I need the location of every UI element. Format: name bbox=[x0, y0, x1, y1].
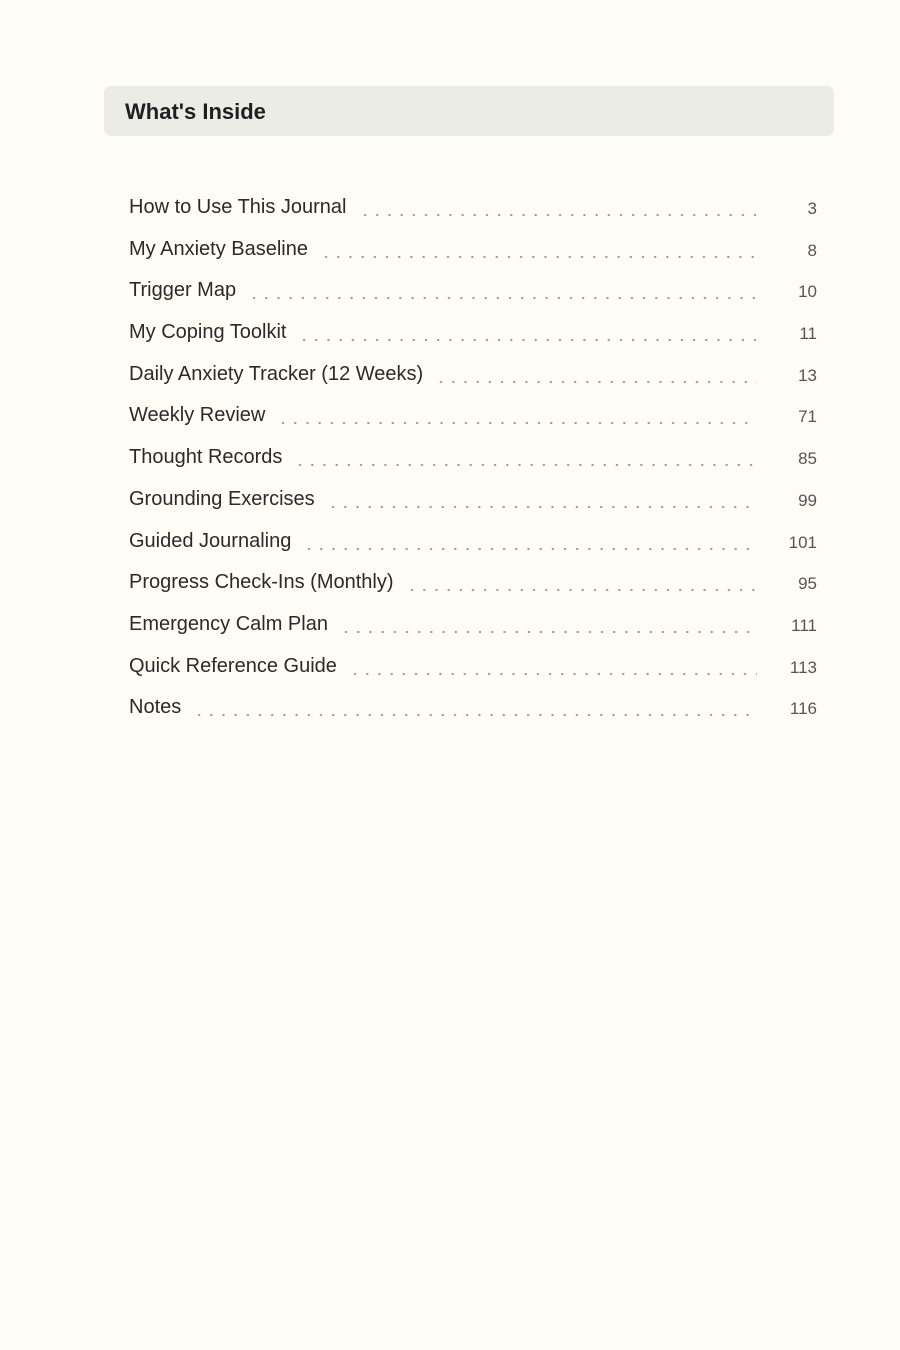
toc-entry-title: Emergency Calm Plan bbox=[129, 612, 328, 635]
toc-entry-title: My Coping Toolkit bbox=[129, 321, 287, 344]
toc-entry-title: How to Use This Journal bbox=[129, 196, 347, 218]
toc-entry bbox=[129, 401, 817, 443]
toc-entry-title: Trigger Map bbox=[129, 279, 237, 302]
dot-leader bbox=[435, 362, 757, 390]
dot-leader bbox=[248, 278, 757, 306]
toc-entry-page: 101 bbox=[788, 532, 817, 552]
toc-entry-title: Thought Records bbox=[129, 446, 283, 469]
toc-entry bbox=[129, 276, 817, 318]
dot-leader bbox=[298, 320, 757, 348]
dot-leader bbox=[193, 695, 757, 723]
toc-entry-page: 8 bbox=[807, 240, 817, 260]
dot-leader bbox=[406, 570, 757, 598]
dot-leader bbox=[359, 195, 758, 223]
toc-entry-title: Notes bbox=[129, 696, 182, 719]
dot-leader bbox=[327, 487, 757, 515]
toc-entry bbox=[129, 610, 817, 652]
toc-entry-title: My Anxiety Baseline bbox=[129, 237, 308, 260]
toc-entry bbox=[129, 318, 817, 360]
toc-entry bbox=[129, 568, 817, 610]
toc-entry-page: 116 bbox=[789, 699, 817, 719]
toc-entry-page: 113 bbox=[789, 657, 817, 677]
toc-entry-title: Grounding Exercises bbox=[129, 487, 315, 510]
section-title: What's Inside bbox=[125, 99, 266, 124]
toc-entry-title: Progress Check-Ins (Monthly) bbox=[129, 571, 394, 594]
toc-entry bbox=[129, 360, 817, 402]
toc-entry bbox=[129, 652, 817, 694]
toc-entry bbox=[129, 443, 817, 485]
toc-entry-page: 3 bbox=[807, 199, 817, 218]
toc-entry-page: 10 bbox=[798, 282, 817, 302]
toc-entry bbox=[129, 693, 817, 735]
toc-entry bbox=[129, 193, 817, 235]
toc-entry-page: 111 bbox=[791, 615, 817, 635]
toc-entry-title: Weekly Review bbox=[129, 404, 266, 427]
table-of-contents bbox=[129, 193, 817, 735]
toc-entry-page: 11 bbox=[799, 324, 817, 344]
toc-entry bbox=[129, 485, 817, 527]
toc-entry bbox=[129, 527, 817, 569]
toc-entry-page: 71 bbox=[798, 407, 817, 427]
toc-entry-title: Daily Anxiety Tracker (12 Weeks) bbox=[129, 362, 424, 385]
toc-entry-page: 85 bbox=[798, 449, 817, 469]
dot-leader bbox=[294, 445, 757, 473]
dot-leader bbox=[349, 654, 757, 682]
dot-leader bbox=[277, 403, 757, 431]
toc-entry-page: 95 bbox=[798, 574, 817, 594]
dot-leader bbox=[340, 612, 757, 640]
toc-entry-page: 99 bbox=[798, 490, 817, 510]
section-header bbox=[104, 86, 834, 136]
toc-entry-title: Guided Journaling bbox=[129, 529, 292, 552]
toc-entry-title: Quick Reference Guide bbox=[129, 654, 337, 677]
toc-entry bbox=[129, 235, 817, 277]
dot-leader bbox=[320, 237, 757, 265]
toc-entry-page: 13 bbox=[798, 365, 817, 385]
dot-leader bbox=[303, 529, 757, 557]
